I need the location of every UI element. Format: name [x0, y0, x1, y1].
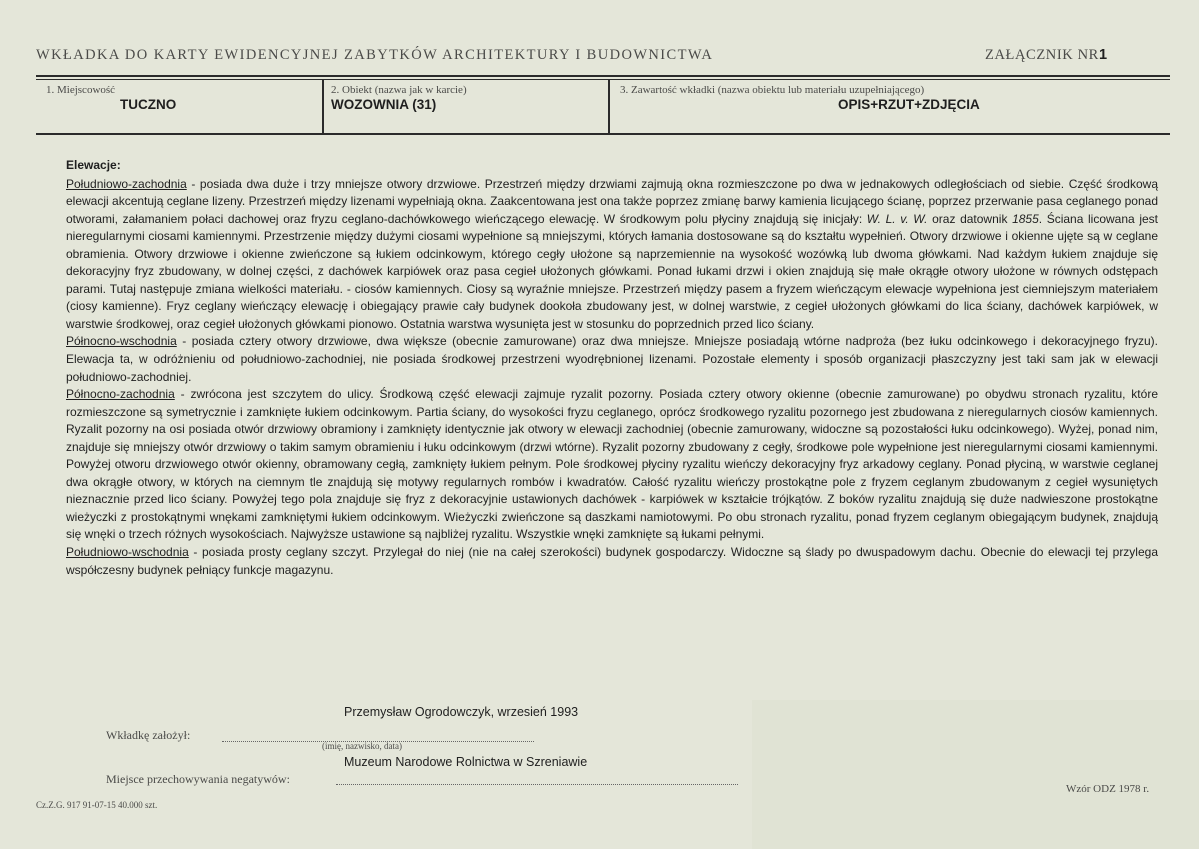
- elevation-name: Południowo-wschodnia: [66, 545, 189, 560]
- founded-by-label: Wkładkę założył:: [106, 728, 191, 742]
- header-top-rule: [36, 75, 1170, 77]
- elevation-northwest: [66, 386, 1158, 544]
- elevation-southeast: [66, 544, 1158, 579]
- elevation-text: - zwrócona jest szczytem do ulicy. Środkową część elewacji zajmuje ryzalit pozorny. Posiada cztery otwory okienne (obecnie zamurowane) po obydwu stronach ryzalitu, które rozmieszczone są symetrycznie i zamknięte łukiem odcinkowym. Partia ściany, do wysokości fryzu ceglanego, oprócz środkowego ryzalitu pozornego jest zbudowana z nieregularnych ciosów kamiennych. Ryzalit pozorny na osi posiada otwór drzwiowy obramiony i zamknięty identycznie jak otwory w elewacji zachodniej (obecnie zamurowany, widoczne są pozostałości łuku odcinkowego). Wyżej, ponad nim, znajduje się mniejszy otwór drzwiowy o takim samym obramieniu i łuku odcinkowym (drzwi wtórne). Ryzalit pozorny zbudowany z cegły, środkowe pole wypełnione jest nieregularnymi ciosami kamiennymi. Powyżej otworu drzwiowego otwór okienny, obramowany cegłą, zamknięty łukiem pełnym. Pole środkowej płyciny ryzalitu wieńczy dekoracyjny fryz arkadowy ceglany. Ponad płyciną, w warstwie ceglanej dwa okrągłe otwory, w których na ciemnym tle znajdują się motywy regularnych rombów i kwadratów. Całość ryzalitu wieńczy prostokątne pole z fryzem ceglanym zbudowanym z cegieł wysuniętych nieznacznie przed lico ściany. Powyżej tego pola znajduje się fryz z dekoracyjnie ustawionych dachówek - karpiówek w kształcie trójkątów. Z boków ryzalitu znajdują się duże nadwieszone prostokątne wieżyczki z prostokątnymi wnękami zamkniętymi łukiem odcinkowym. Wieżyczki zwieńczone są daszkami namiotowymi. Po obu stronach ryzalitu, ponad fryzem ceglanym obiegającym budynek, znajdują się wnęki o trzech różnych wysokościach. Najwyższe ustawione są najbliżej ryzalitu. Wszystkie wnęki zamknięte są łukami pełnymi.: [66, 387, 1158, 542]
- elevation-name: Południowo-zachodnia: [66, 176, 187, 191]
- form-title: WKŁADKA DO KARTY EWIDENCYJNEJ ZABYTKÓW ARCHITEKTURY I BUDOWNICTWA: [36, 47, 714, 63]
- content-label: 3. Zawartość wkładki (nazwa obiektu lub materiału uzupełniającego): [620, 84, 925, 96]
- location-value: TUCZNO: [120, 97, 177, 112]
- elevation-name: Północno-wschodnia: [66, 334, 177, 349]
- negatives-location-line: [336, 784, 738, 785]
- print-code: Cz.Z.G. 917 91-07-15 40.000 szt.: [36, 800, 158, 810]
- object-label: 2. Obiekt (nazwa jak w karcie): [331, 84, 467, 96]
- founded-by-hint: (imię, nazwisko, data): [322, 741, 402, 751]
- initials: W. L. v. W.: [866, 211, 928, 226]
- content-value: OPIS+RZUT+ZDJĘCIA: [838, 97, 980, 112]
- object-value: WOZOWNIA (31): [331, 97, 437, 112]
- elevation-text-part: . Ściana licowana jest nieregularnymi ciosami kamiennymi. Przestrzenie między dużymi ciosami wypełnione są mniejszymi, których łamania dostosowane są do kształtu wypełnień. Otwory drzwiowe i okienne ujęte są w ceglane obramienia. Otwory drzwiowe i okienne zwieńczone są łukiem odcinkowym, którego cegły ułożone są naprzemiennie na wysokość wozówką lub dwoma główkami. Nad każdym łukiem znajduje się dekoracyjny fryz zbudowany, w dolnej części, z dachówek karpiówek oraz pasa cegieł ułożonych główkami. Ponad łukami drzwi i okien znajdują się małe okrągłe otwory ułożone w równych odstępach parami. Tutaj następuje zmiana wielkości materiału. - ciosów kamiennych. Ciosy są wyraźnie mniejsze. Przestrzeń między pasem a fryzem wieńczącym elewacje wypełniona jest ciemniejszym materiałem (ciosy kamienne). Fryz ceglany wieńczący elewację i obiegający prawie cały budynek dookoła zbudowany jest, w dolnej warstwie, z cegieł ułożonych główkami do lica ściany, dachówek karpiówek, w warstwie środkowej, oraz cegieł ułożonych główkami pionowo. Ostatnia warstwa wysunięta jest w stosunku do poprzednich przed lico ściany.: [66, 211, 1158, 331]
- form-model: Wzór ODZ 1978 r.: [1066, 783, 1150, 795]
- museum-name: Muzeum Narodowe Rolnictwa w Szreniawie: [344, 755, 588, 769]
- negatives-location-label: Miejsce przechowywania negatywów:: [106, 772, 290, 786]
- date-stamp: 1855: [1012, 211, 1039, 226]
- elevation-name: Północno-zachodnia: [66, 387, 175, 402]
- elevation-text: - posiada cztery otwory drzwiowe, dwa większe (obecnie zamurowane) oraz dwa mniejsze. Mniejsze posiadają wtórne nadproża (bez łuku odcinkowego i dekoracyjnego fryzu). Elewacja ta, w odróżnieniu od południowo-zachodniej, nie posiada środkowej przestrzeni wyodrębnionej lizenami. Pozostałe elementy i sposób organizacji płaszczyzny jest taki sam jak w elewacji południowo-zachodniej.: [66, 334, 1158, 384]
- elevation-text-part: - posiada dwa duże i trzy mniejsze otwory drzwiowe. Przestrzeń między drzwiami zajmują okna rozmieszczone po dwa w jednakowych odległościach od siebie. Część środkową elewacji akcentują ceglane lizeny. Przestrzeń między lizenami wypełniają okna. Zaakcentowana jest ona także poprzez zmianę barwy kamienia licującego ścianę, poprzez przerwanie pasa ceglanego ponad otworami, załamaniem połaci dachowej oraz fryzu ceglano-dachówkowego wieńczącego elewację. W środkowym polu płyciny znajdują się inicjały:: [66, 176, 1158, 226]
- elevation-text: - posiada prosty ceglany szczyt. Przylegał do niej (nie na całej szerokości) budynek gospodarczy. Widoczne są ślady po dwuspadowym dachu. Obecnie do elewacji tej przylega współczesny budynek pełniący funkcje magazynu.: [66, 545, 1158, 577]
- form-background-panel: [752, 700, 1199, 849]
- elevation-text-part: oraz datownik: [927, 211, 1013, 226]
- attachment-number-value: 1: [1098, 47, 1108, 63]
- author-signature: Przemysław Ogrodowczyk, wrzesień 1993: [344, 705, 579, 719]
- header-second-rule: [36, 79, 1170, 80]
- field-divider-1: [322, 80, 324, 133]
- location-label: 1. Miejscowość: [46, 84, 116, 96]
- attachment-number: [985, 47, 1108, 64]
- description-body: [66, 157, 1158, 579]
- elevation-southwest: [66, 176, 1158, 334]
- fields-bottom-rule: [36, 133, 1170, 135]
- section-heading: Elewacje:: [66, 158, 121, 172]
- elevation-northeast: [66, 333, 1158, 386]
- attachment-label: ZAŁĄCZNIK NR: [985, 47, 1099, 63]
- field-divider-2: [608, 80, 610, 133]
